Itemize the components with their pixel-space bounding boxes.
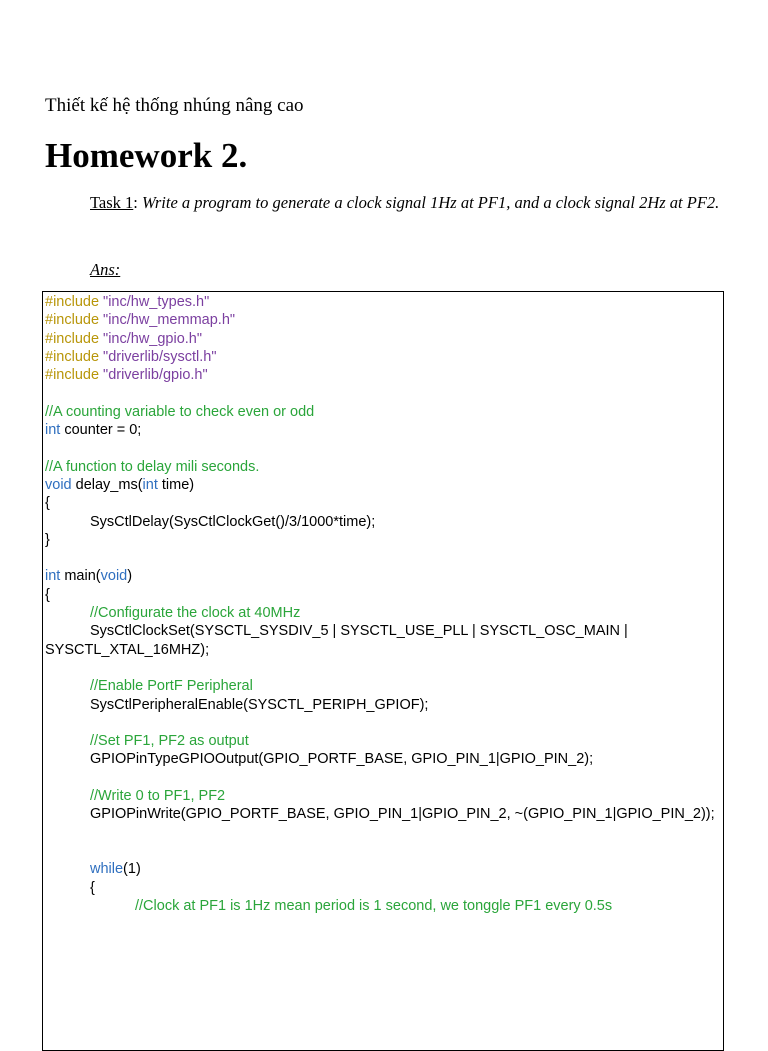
- preprocessor-token: #include: [45, 367, 100, 384]
- keyword-token: while: [90, 861, 124, 878]
- code-line: [45, 348, 721, 366]
- string-token: "driverlib/gpio.h": [103, 367, 208, 384]
- code-text: delay_ms(: [71, 476, 143, 493]
- page-title: Homework 2.: [45, 136, 248, 175]
- code-comment: //Set PF1, PF2 as output: [90, 733, 249, 750]
- task-label: Task 1: [90, 193, 134, 212]
- string-token: "inc/hw_gpio.h": [103, 330, 203, 347]
- code-line: SYSCTL_XTAL_16MHZ);: [45, 641, 210, 658]
- code-comment: //Enable PortF Peripheral: [90, 678, 253, 695]
- code-text: main(: [60, 568, 101, 585]
- code-line: [45, 860, 721, 878]
- blank-line: [45, 439, 721, 457]
- blank-line: [45, 659, 721, 677]
- keyword-token: int: [45, 568, 61, 585]
- code-comment: //A function to delay mili seconds.: [45, 458, 260, 475]
- code-text: ): [127, 568, 133, 585]
- code-line: [45, 421, 721, 439]
- code-line: [45, 311, 721, 329]
- code-block: [42, 291, 724, 1051]
- blank-line: [45, 769, 721, 787]
- code-line: {: [90, 879, 95, 896]
- code-line: [45, 567, 721, 585]
- preprocessor-token: #include: [45, 348, 100, 365]
- preprocessor-token: #include: [45, 294, 100, 310]
- blank-line: [45, 824, 721, 842]
- string-token: "driverlib/sysctl.h": [103, 348, 217, 365]
- code-line: SysCtlDelay(SysCtlClockGet()/3/1000*time);: [90, 513, 376, 530]
- code-comment: //Configurate the clock at 40MHz: [90, 605, 301, 622]
- string-token: "inc/hw_types.h": [103, 294, 210, 310]
- code-text: time): [157, 476, 195, 493]
- code-line: GPIOPinWrite(GPIO_PORTF_BASE, GPIO_PIN_1|GPIO_PIN_2, ~(GPIO_PIN_1|GPIO_PIN_2));: [90, 806, 715, 823]
- code-line: {: [45, 495, 50, 512]
- code-line: }: [45, 531, 50, 548]
- code-line: SysCtlPeripheralEnable(SYSCTL_PERIPH_GPIOF);: [90, 696, 429, 713]
- code-comment: //Write 0 to PF1, PF2: [90, 788, 226, 805]
- code-line: {: [45, 586, 50, 603]
- code-line: [45, 330, 721, 348]
- string-token: "inc/hw_memmap.h": [103, 312, 236, 329]
- code-text: counter = 0;: [60, 422, 142, 439]
- blank-line: [45, 384, 721, 402]
- task-separator: :: [133, 193, 143, 212]
- blank-line: [45, 714, 721, 732]
- blank-line: [45, 842, 721, 860]
- answer-label: Ans:: [90, 260, 121, 279]
- code-comment: //Clock at PF1 is 1Hz mean period is 1 second, we tonggle PF1 every 0.5s: [135, 897, 613, 914]
- code-line: GPIOPinTypeGPIOOutput(GPIO_PORTF_BASE, GPIO_PIN_1|GPIO_PIN_2);: [90, 751, 594, 768]
- preprocessor-token: #include: [45, 312, 100, 329]
- task-text: Write a program to generate a clock signal 1Hz at PF1, and a clock signal 2Hz at PF2.: [142, 193, 720, 212]
- preprocessor-token: #include: [45, 330, 100, 347]
- blank-line: [45, 549, 721, 567]
- code-text: (1): [123, 861, 141, 878]
- course-subtitle: Thiết kế hệ thống nhúng nâng cao: [45, 95, 304, 116]
- keyword-token: void: [100, 568, 128, 585]
- code-line: [45, 366, 721, 384]
- task-description: [90, 192, 720, 213]
- keyword-token: void: [45, 476, 72, 493]
- keyword-token: int: [45, 422, 61, 439]
- code-line: [45, 293, 721, 311]
- code-line: [45, 476, 721, 494]
- code-content: [45, 293, 721, 915]
- keyword-token: int: [142, 476, 158, 493]
- code-line: SysCtlClockSet(SYSCTL_SYSDIV_5 | SYSCTL_USE_PLL | SYSCTL_OSC_MAIN |: [90, 623, 628, 640]
- code-comment: //A counting variable to check even or odd: [45, 403, 315, 420]
